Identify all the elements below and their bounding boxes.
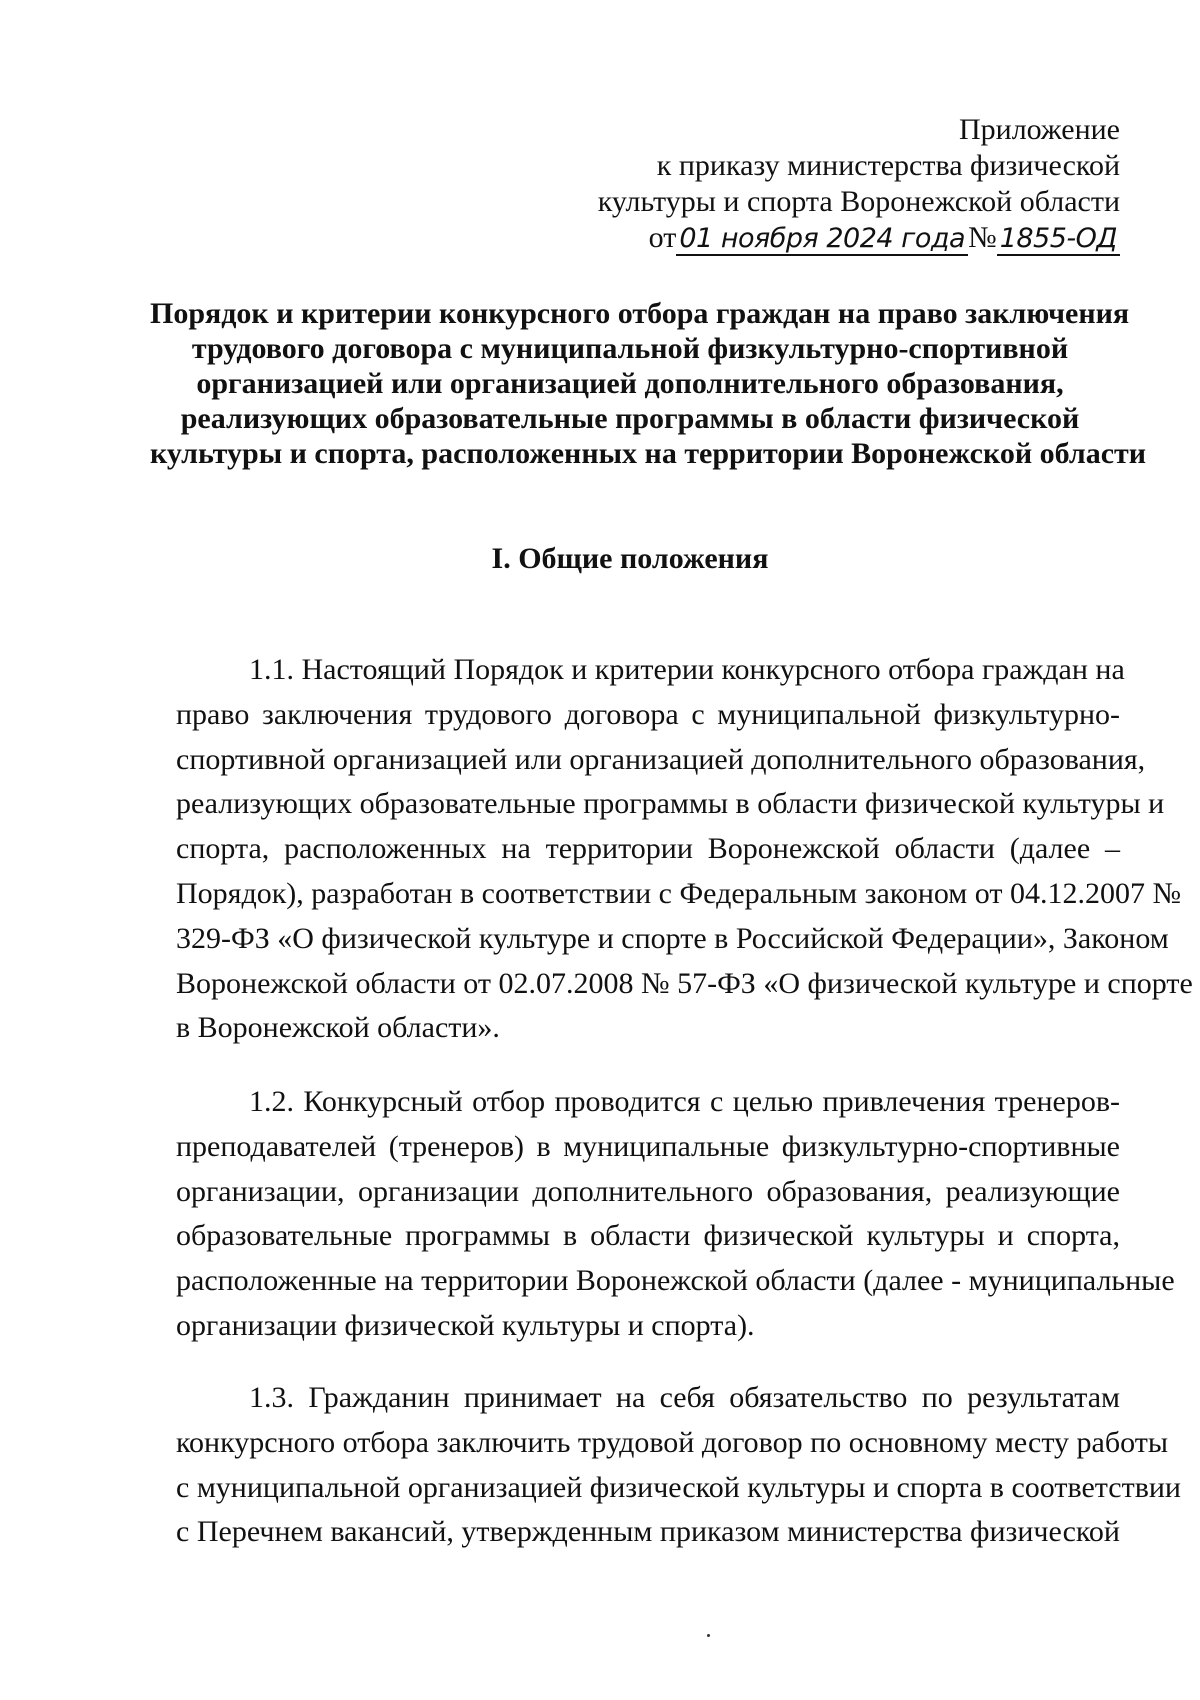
appendix-title: Приложение	[958, 113, 1120, 146]
paragraph-line: 1.3. Гражданин принимает на себя обязательство по результатам	[249, 1381, 1120, 1414]
paragraph-1-3	[176, 1376, 1181, 1555]
paragraph-line: образовательные программы в области физической культуры и спорта,	[176, 1219, 1120, 1253]
paragraph-line: преподавателей (тренеров) в муниципальные физкультурно-спортивные	[176, 1129, 1120, 1163]
paragraph-line: Порядок), разработан в соответствии с Федеральным законом от 04.12.2007 №	[176, 876, 1182, 910]
appendix-block	[598, 112, 1120, 256]
paragraph-line: конкурсного отбора заключить трудовой договор по основному месту работы	[176, 1425, 1168, 1459]
paragraph-line: Воронежской области от 02.07.2008 № 57-ФЗ «О физической культуре и спорте	[176, 966, 1193, 1000]
paragraph-line: 1.1. Настоящий Порядок и критерии конкурсного отбора граждан на	[249, 653, 1125, 686]
paragraph-line: с Перечнем вакансий, утвержденным приказом министерства физической	[176, 1515, 1120, 1549]
title-line: Порядок и критерии конкурсного отбора граждан на право заключения	[150, 297, 1130, 330]
paragraph-line: с муниципальной организацией физической культуры и спорта в соответствии	[176, 1470, 1181, 1504]
number-label: №	[968, 221, 997, 254]
title-line: культуры и спорта, расположенных на территории Воронежской области	[150, 437, 1147, 470]
paragraph-1-2	[176, 1080, 1175, 1349]
paragraph-line: организации, организации дополнительного образования, реализующие	[176, 1174, 1120, 1208]
paragraph-line: в Воронежской области».	[176, 1011, 500, 1045]
paragraph-line: 329-ФЗ «О физической культуре и спорте в Российской Федерации», Законом	[176, 921, 1169, 955]
handwritten-order-number: 1855-ОД	[997, 224, 1120, 256]
from-label: от	[648, 221, 677, 254]
title-line: трудового договора с муниципальной физкультурно-спортивной	[191, 332, 1069, 365]
paragraph-line: 1.2. Конкурсный отбор проводится с целью привлечения тренеров-	[249, 1085, 1120, 1118]
paragraph-line: спорта, расположенных на территории Воронежской области (далее –	[176, 832, 1120, 866]
document-title	[150, 296, 1147, 471]
section-heading: I. Общие положения	[491, 542, 769, 575]
paragraph-line: реализующих образовательные программы в области физической культуры и	[176, 787, 1165, 821]
title-line: реализующих образовательные программы в области физической	[180, 402, 1080, 435]
paragraph-line: организации физической культуры и спорта).	[176, 1308, 755, 1342]
appendix-line-2: к приказу министерства физической	[656, 149, 1120, 182]
paragraph-1-1	[176, 648, 1193, 1051]
handwritten-date: 01 ноября 2024 года	[676, 224, 968, 256]
paragraph-line: право заключения трудового договора с муниципальной физкультурно-	[176, 697, 1120, 731]
appendix-line-3: культуры и спорта Воронежской области	[597, 185, 1120, 218]
paragraph-line: расположенные на территории Воронежской области (далее - муниципальные	[176, 1264, 1175, 1298]
paragraph-line: спортивной организацией или организацией дополнительного образования,	[176, 742, 1146, 776]
scan-speck	[707, 1634, 710, 1637]
title-line: организацией или организацией дополнительного образования,	[196, 367, 1064, 400]
order-date-number-line	[598, 220, 1120, 256]
